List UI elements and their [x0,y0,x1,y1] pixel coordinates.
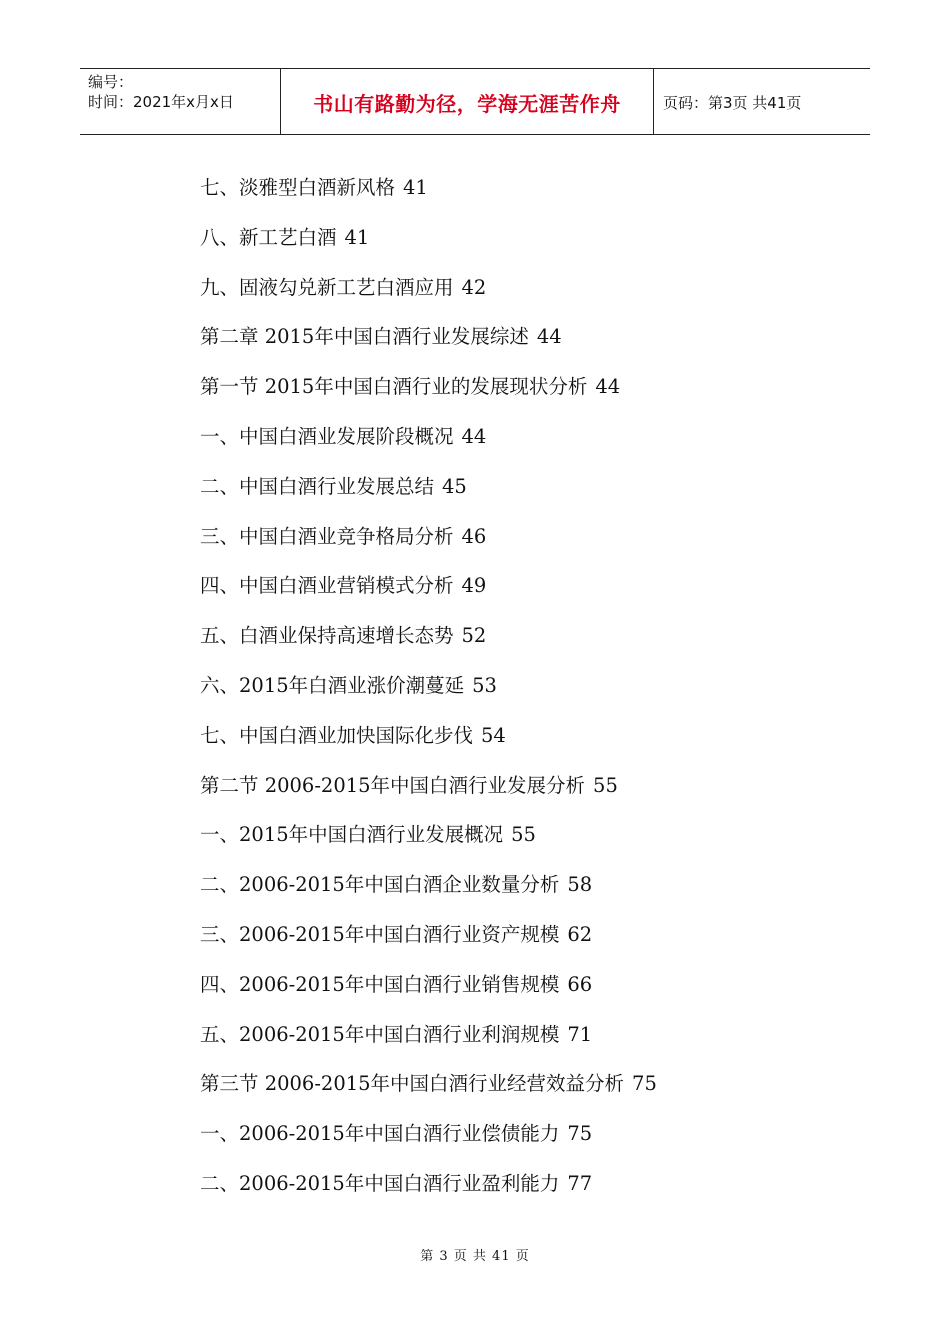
document-number: 编号： [88,73,134,91]
toc-item [200,910,840,960]
toc-item [200,761,840,811]
toc-item-title: 一、2015年中国白酒行业发展概况 [200,823,504,847]
toc-item-title: 二、2006-2015年中国白酒企业数量分析 [200,873,560,897]
toc-item-page: 75 [632,1072,657,1096]
toc-item [200,412,840,462]
toc-item-page: 77 [567,1171,593,1195]
toc-item-page: 49 [461,574,487,598]
toc-item-page: 66 [567,972,593,996]
toc-item [200,860,840,910]
toc-item-page: 46 [461,524,487,548]
toc-item [200,1109,840,1159]
toc-item [200,661,840,711]
document-date: 时间：2021年x月x日 [88,93,234,111]
toc-item [200,810,840,860]
page-footer [0,1245,950,1264]
page-header [80,68,870,135]
header-meta [80,69,281,134]
toc-item-title: 四、中国白酒业营销模式分析 [200,574,454,598]
toc-item-page: 42 [461,275,487,299]
toc-item-title: 五、2006-2015年中国白酒行业利润规模 [200,1022,560,1046]
toc-item-title: 一、2006-2015年中国白酒行业偿债能力 [200,1122,560,1146]
toc-item [200,1059,840,1109]
toc-item-title: 五、白酒业保持高速增长态势 [200,624,454,648]
toc-item-page: 41 [344,225,370,249]
toc-item-title: 第二节 2006-2015年中国白酒行业发展分析 [200,773,586,797]
motto: 书山有路勤为径，学海无涯苦作舟 [313,92,621,116]
toc-item-page: 55 [593,773,618,797]
toc-item-page: 52 [461,624,487,648]
toc-item-title: 二、2006-2015年中国白酒行业盈利能力 [200,1171,560,1195]
toc-item-title: 第三节 2006-2015年中国白酒行业经营效益分析 [200,1072,625,1096]
toc-item-page: 58 [567,873,593,897]
toc-item-page: 45 [442,474,467,498]
toc-item-title: 七、中国白酒业加快国际化步伐 [200,723,474,747]
header-motto-cell [281,69,654,134]
toc-item [200,1159,840,1209]
toc-item-page: 53 [472,673,497,697]
toc-item-page: 44 [595,375,621,399]
toc-item-title: 四、2006-2015年中国白酒行业销售规模 [200,972,560,996]
toc-item-title: 二、中国白酒行业发展总结 [200,474,435,498]
footer-page-number: 第 3 页 共 41 页 [420,1249,530,1264]
toc-item-page: 41 [403,176,428,199]
toc-item [200,960,840,1010]
toc-item-title: 七、淡雅型白酒新风格 [200,176,396,199]
toc-item-page: 44 [461,424,487,448]
header-page-info: 页码：第3页 共41页 [663,94,802,112]
toc-item-page: 71 [567,1022,593,1046]
header-page-info-cell [654,69,870,134]
toc-item [200,611,840,661]
toc-item [200,163,840,213]
toc-item-page: 55 [511,823,536,847]
toc-item [200,561,840,611]
toc-item-title: 第二章 2015年中国白酒行业发展综述 [200,325,529,349]
toc-item [200,512,840,562]
toc-item [200,312,840,362]
toc-item-title: 第一节 2015年中国白酒行业的发展现状分析 [200,375,588,399]
toc-item [200,213,840,263]
toc-item-page: 44 [536,325,562,349]
toc-item [200,711,840,761]
table-of-contents [200,163,840,1209]
toc-item [200,362,840,412]
toc-item-page: 54 [481,723,506,747]
toc-item-title: 三、2006-2015年中国白酒行业资产规模 [200,922,560,946]
toc-item-title: 八、新工艺白酒 [200,225,337,249]
toc-item-title: 一、中国白酒业发展阶段概况 [200,424,454,448]
toc-item-title: 九、固液勾兑新工艺白酒应用 [200,275,454,299]
toc-item-page: 75 [567,1122,593,1146]
toc-item [200,1010,840,1060]
toc-item [200,263,840,313]
toc-item-title: 三、中国白酒业竞争格局分析 [200,524,454,548]
toc-item-title: 六、2015年白酒业涨价潮蔓延 [200,673,465,697]
toc-item-page: 62 [567,922,593,946]
toc-item [200,462,840,512]
